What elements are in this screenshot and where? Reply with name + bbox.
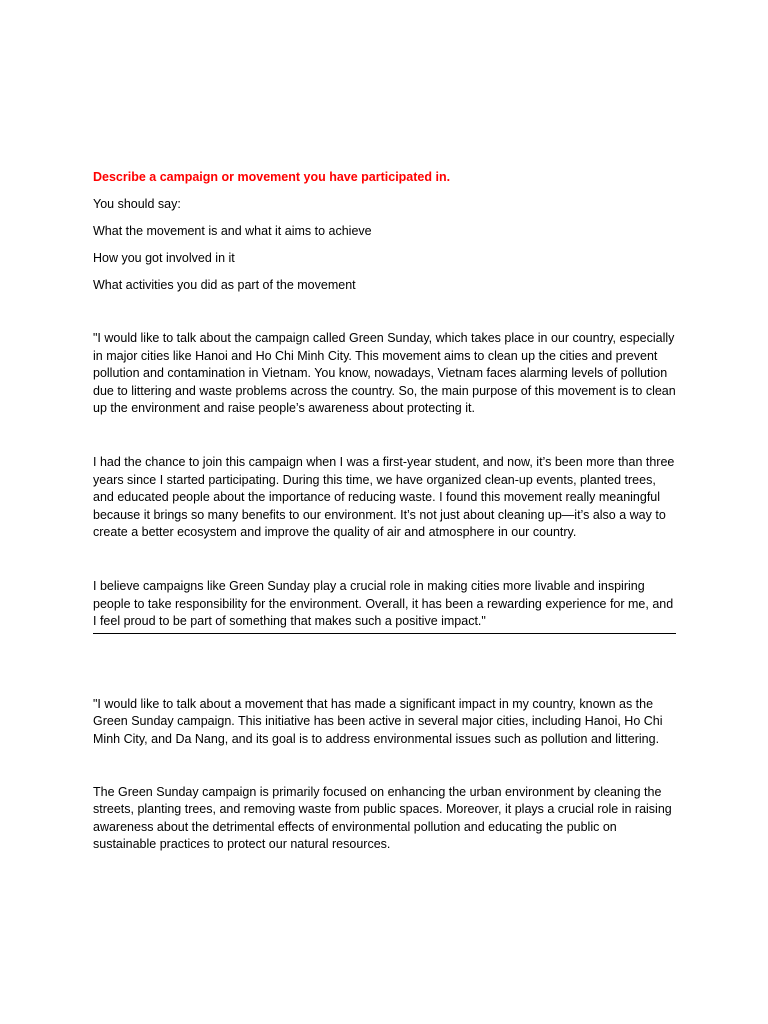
prompt-point-2: How you got involved in it <box>93 251 235 265</box>
prompt-intro: You should say: <box>93 197 181 211</box>
question-heading: Describe a campaign or movement you have participated in. <box>93 170 451 184</box>
prompt-point-1: What the movement is and what it aims to achieve <box>93 224 372 238</box>
answer-paragraph-4: "I would like to talk about a movement that has made a significant impact in my country, known as the Green Sunday campaign. This initiative has been active in several major cities, including Hanoi, Ho Chi Minh City, and Da Nang, and its goal is to address environmental issues such as pollution and littering. <box>93 696 663 746</box>
section-divider <box>93 633 676 634</box>
answer-paragraph-3: I believe campaigns like Green Sunday play a crucial role in making cities more livable and inspiring people to take responsibility for the environment. Overall, it has been a rewarding experience for me, and I feel proud to be part of something that makes such a positive impact." <box>93 578 674 629</box>
answer-paragraph-5: The Green Sunday campaign is primarily focused on enhancing the urban environment by cleaning the streets, planting trees, and removing waste from public spaces. Moreover, it plays a crucial role in raising awareness about the detrimental effects of environmental pollution and educating the public on sustainable practices to protect our natural resources. <box>93 784 672 852</box>
answer-paragraph-1: "I would like to talk about the campaign called Green Sunday, which takes place in our country, especially in major cities like Hanoi and Ho Chi Minh City. This movement aims to clean up the cities and prevent pollution and contamination in Vietnam. You know, nowadays, Vietnam faces alarming levels of pollution due to littering and waste problems across the country. So, the main purpose of this movement is to clean up the environment and raise people’s awareness about protecting it. <box>93 331 676 416</box>
document-body <box>93 168 676 854</box>
answer-paragraph-2: I had the chance to join this campaign when I was a first-year student, and now, it’s been more than three years since I started participating. During this time, we have organized clean-up events, planted trees, and educated people about the importance of reducing waste. I found this movement really meaningful because it brings so many benefits to our environment. It’s not just about cleaning up—it’s also a way to create a better ecosystem and improve the quality of air and atmosphere in our country. <box>93 454 675 540</box>
prompt-point-3: What activities you did as part of the movement <box>93 278 356 292</box>
